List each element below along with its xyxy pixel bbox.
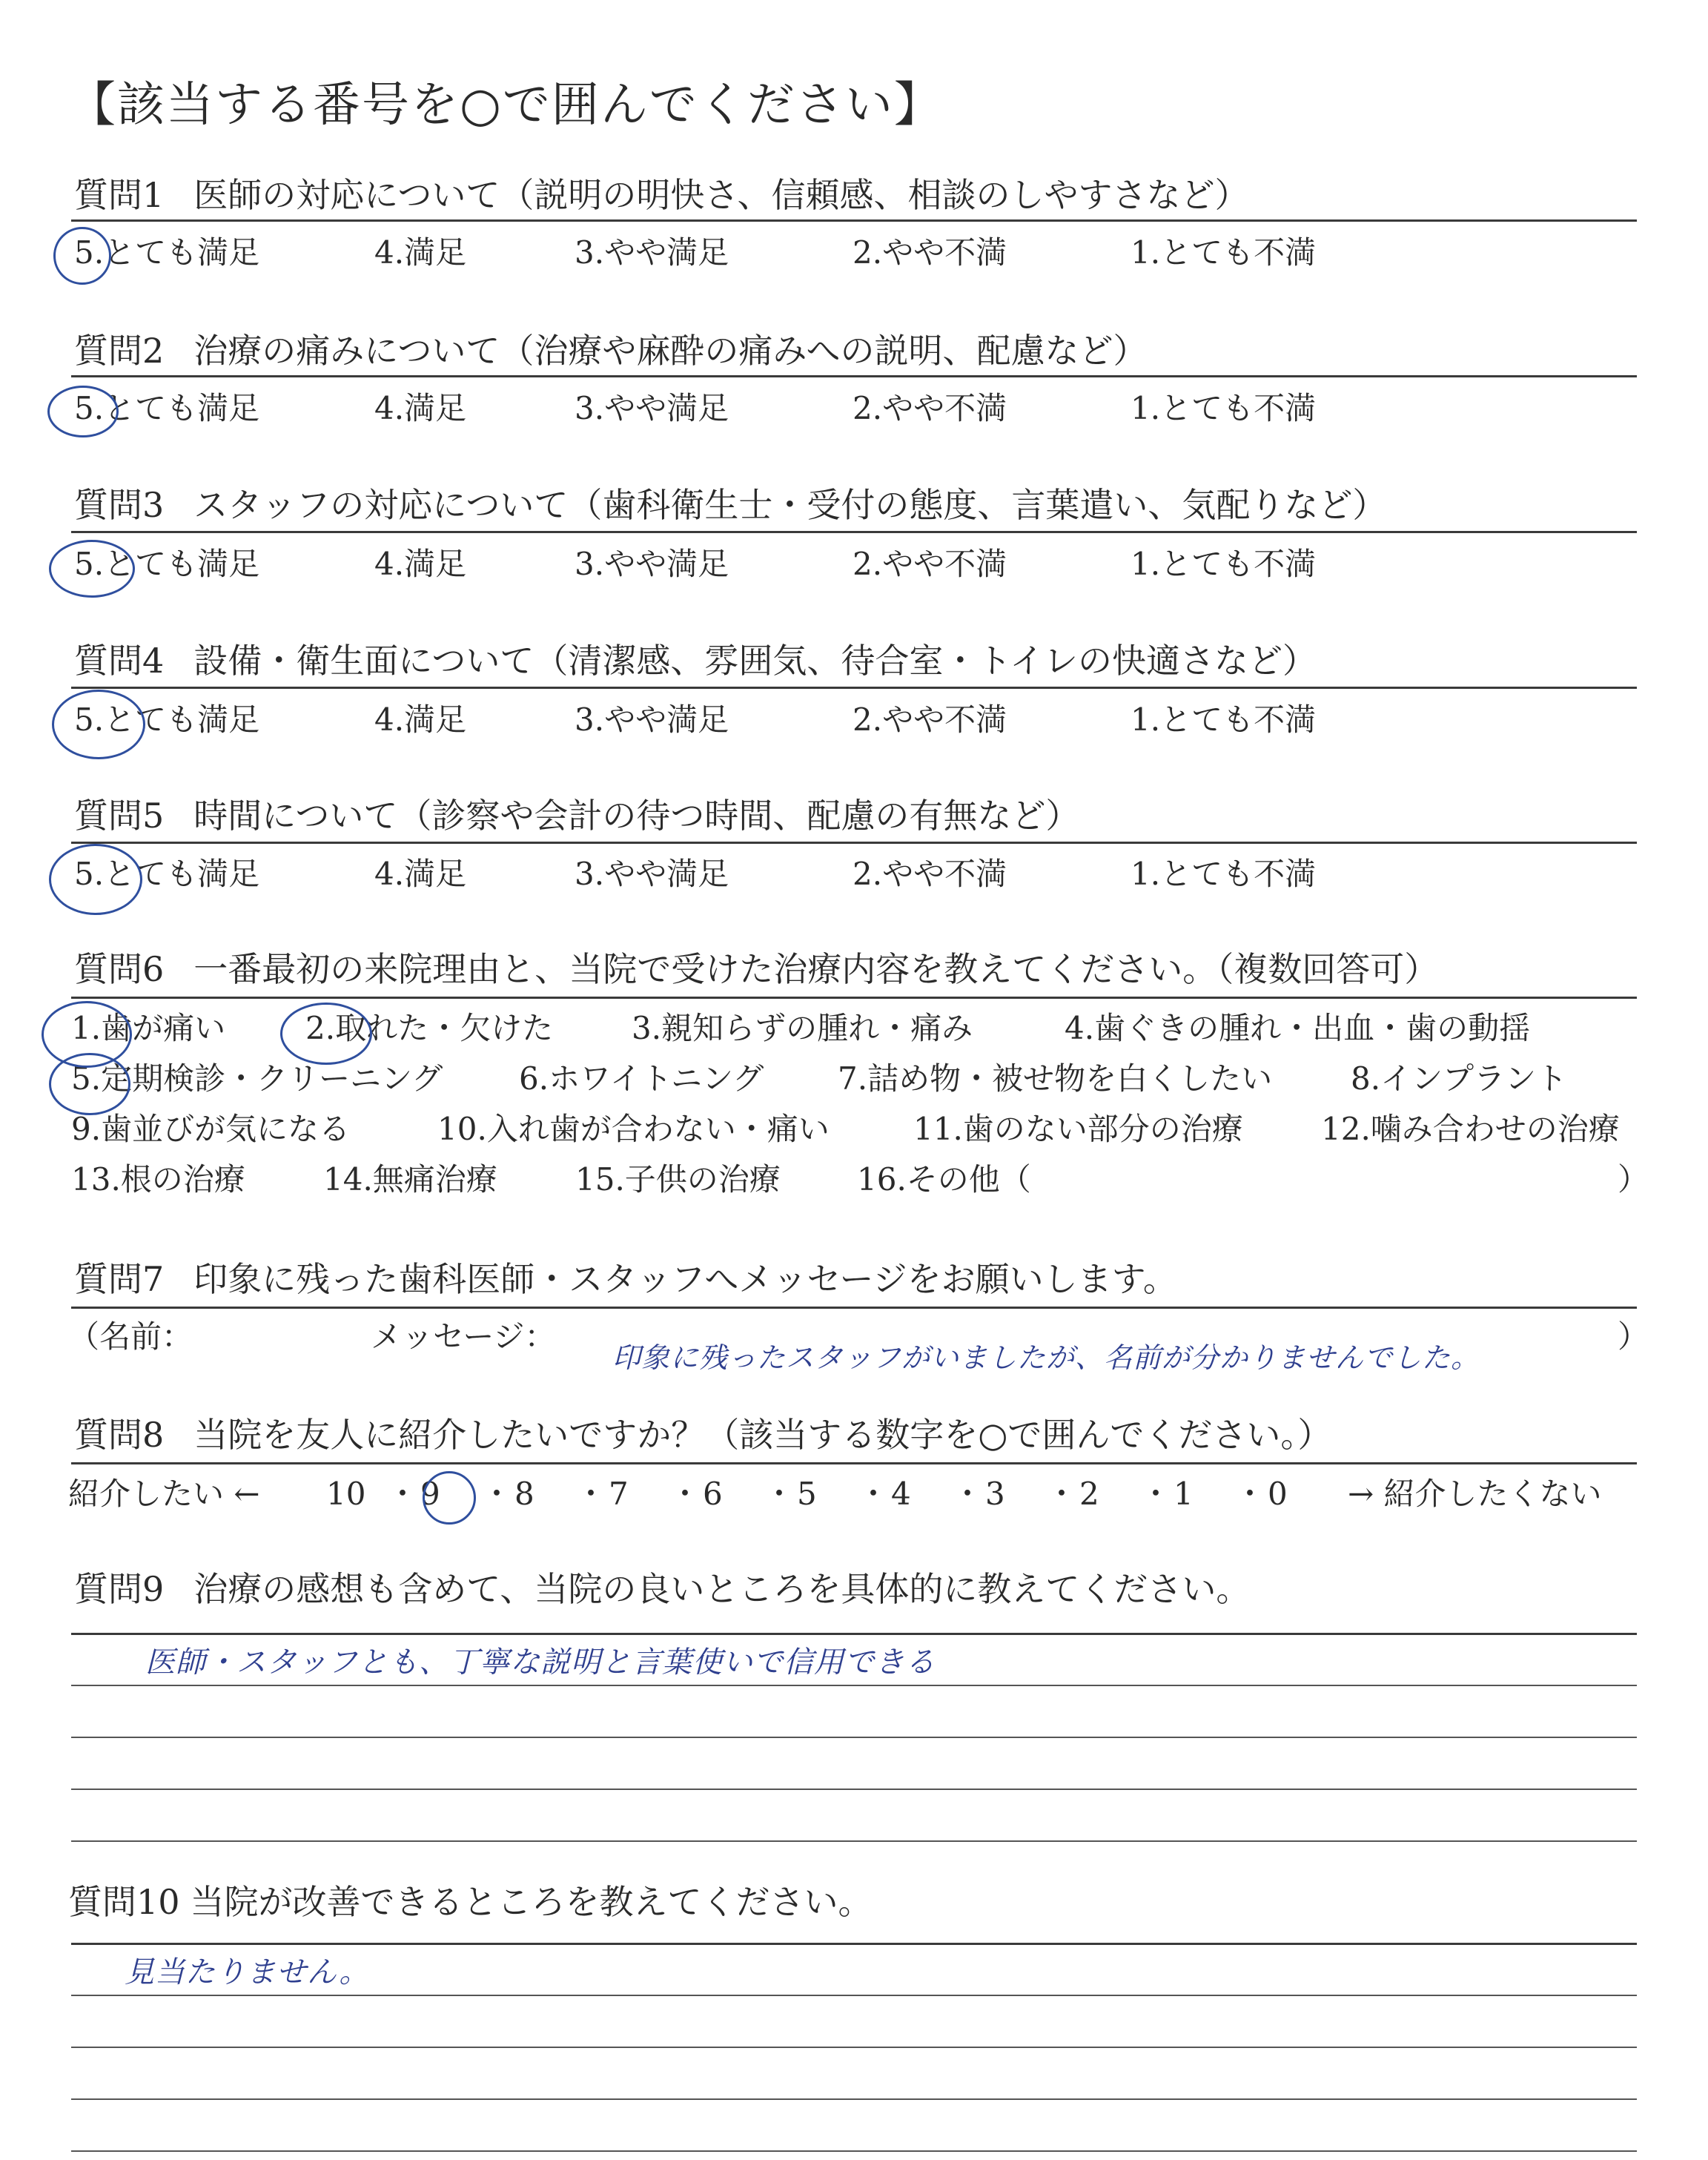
question-10-number: 質問10	[68, 1882, 180, 1922]
q9-line-4	[71, 1789, 1637, 1790]
q8-scale-value-2[interactable]: 2	[1079, 1476, 1099, 1512]
question-2-text: 治療の痛みについて（治療や麻酔の痛みへの説明、配慮など）	[193, 331, 1148, 371]
q9-line-1	[71, 1633, 1637, 1635]
q8-scale-value-5[interactable]: 5	[797, 1476, 817, 1512]
q3-option-4[interactable]: 4.満足	[374, 546, 467, 582]
q8-scale-value-0[interactable]: 0	[1268, 1476, 1288, 1512]
q6-option-14[interactable]: 14.無痛治療	[323, 1161, 497, 1198]
question-3-rule	[71, 531, 1637, 533]
q2-option-4[interactable]: 4.満足	[374, 390, 467, 426]
question-6-text: 一番最初の来院理由と、当院で受けた治療内容を教えてください。（複数回答可）	[193, 949, 1439, 989]
question-10-text: 当院が改善できるところを教えてください。	[190, 1882, 873, 1922]
q7-message-label: メッセージ：	[371, 1318, 556, 1355]
q2-option-3[interactable]: 3.やや満足	[575, 390, 729, 426]
q6-option-8[interactable]: 8.インプラント	[1351, 1060, 1568, 1097]
question-9-header	[74, 1571, 1631, 1608]
question-5-number: 質問5	[74, 796, 165, 836]
question-1-text: 医師の対応について（説明の明快さ、信頼感、相談のしやすさなど）	[193, 175, 1249, 215]
q6-option-9[interactable]: 9.歯並びが気になる	[71, 1111, 351, 1147]
q6-option-11[interactable]: 11.歯のない部分の治療	[913, 1111, 1243, 1147]
q10-answer-handwritten: 見当たりません。	[125, 1955, 370, 1989]
question-1-number: 質問1	[74, 175, 165, 215]
q4-option-4[interactable]: 4.満足	[374, 701, 467, 738]
question-2-header	[74, 332, 1631, 370]
question-4-header	[74, 642, 1631, 680]
question-9-number: 質問9	[74, 1569, 165, 1609]
q3-option-1[interactable]: 1.とても不満	[1131, 546, 1317, 582]
q10-line-2	[71, 1995, 1637, 1996]
q1-option-4[interactable]: 4.満足	[374, 234, 467, 271]
q1-option-1[interactable]: 1.とても不満	[1131, 234, 1317, 271]
q8-scale-separator: ・	[387, 1476, 419, 1512]
question-6-number: 質問6	[74, 949, 165, 989]
q6-option-13[interactable]: 13.根の治療	[71, 1161, 245, 1198]
q8-scale-separator: ・	[575, 1476, 607, 1512]
q4-option-2[interactable]: 2.やや不満	[853, 701, 1007, 738]
question-5-text: 時間について（診察や会計の待つ時間、配慮の有無など）	[193, 796, 1080, 836]
question-4-text: 設備・衛生面について（清潔感、雰囲気、待合室・トイレの快適さなど）	[193, 641, 1317, 681]
q6-option-2[interactable]: 2.取れた・欠けた	[305, 1010, 554, 1046]
question-5-header	[74, 797, 1631, 835]
q8-scale-separator: ・	[1234, 1476, 1266, 1512]
q5-option-4[interactable]: 4.満足	[374, 856, 467, 892]
question-9-text: 治療の感想も含めて、当院の良いところを具体的に教えてください。	[193, 1569, 1251, 1609]
question-7-rule	[71, 1307, 1637, 1309]
question-7-number: 質問7	[74, 1259, 165, 1299]
question-5-rule	[71, 842, 1637, 844]
question-3-header	[74, 486, 1631, 524]
q9-line-3	[71, 1737, 1637, 1738]
q2-option-2[interactable]: 2.やや不満	[853, 390, 1007, 426]
q8-scale-separator: ・	[1140, 1476, 1172, 1512]
q6-option-6[interactable]: 6.ホワイトニング	[519, 1060, 764, 1097]
q8-scale-separator: ・	[669, 1476, 701, 1512]
question-7-text: 印象に残った歯科医師・スタッフへメッセージをお願いします。	[193, 1259, 1177, 1299]
question-1-header	[74, 176, 1631, 214]
q7-close-paren: ）	[1618, 1318, 1649, 1355]
q9-line-5	[71, 1840, 1637, 1842]
q6-option-5[interactable]: 5.定期検診・クリーニング	[71, 1060, 443, 1097]
q4-option-3[interactable]: 3.やや満足	[575, 701, 729, 738]
q10-line-4	[71, 2098, 1637, 2100]
q8-scale-value-9[interactable]: 9	[420, 1476, 440, 1512]
q1-option-2[interactable]: 2.やや不満	[853, 234, 1007, 271]
q3-option-2[interactable]: 2.やや不満	[853, 546, 1007, 582]
q6-option-7[interactable]: 7.詰め物・被せ物を白くしたい	[838, 1060, 1273, 1097]
q3-option-3[interactable]: 3.やや満足	[575, 546, 729, 582]
question-4-rule	[71, 687, 1637, 689]
q8-scale-separator: ・	[952, 1476, 984, 1512]
q5-option-2[interactable]: 2.やや不満	[853, 856, 1007, 892]
q10-line-5	[71, 2150, 1637, 2152]
q7-name-label: （名前：	[68, 1318, 193, 1355]
q8-scale-separator: ・	[1046, 1476, 1078, 1512]
q6-other-close: ）	[1618, 1161, 1649, 1198]
q7-message-handwritten: 印象に残ったスタッフがいましたが、名前が分かりませんでした。	[612, 1341, 1480, 1374]
q4-option-1[interactable]: 1.とても不満	[1131, 701, 1317, 738]
q6-option-10[interactable]: 10.入れ歯が合わない・痛い	[437, 1111, 830, 1147]
q8-scale-value-4[interactable]: 4	[891, 1476, 911, 1512]
question-2-rule	[71, 375, 1637, 377]
q8-right-label: → 紹介したくない	[1348, 1476, 1602, 1512]
question-8-header	[74, 1416, 1631, 1454]
q4-option-5[interactable]: 5.とても満足	[74, 701, 260, 738]
q2-option-1[interactable]: 1.とても不満	[1131, 390, 1317, 426]
q6-option-3[interactable]: 3.親知らずの腫れ・痛み	[632, 1010, 973, 1046]
q5-option-1[interactable]: 1.とても不満	[1131, 856, 1317, 892]
q8-scale-value-6[interactable]: 6	[703, 1476, 723, 1512]
q6-option-16[interactable]: 16.その他（	[857, 1161, 1031, 1198]
question-10-header	[68, 1883, 1625, 1921]
question-1-rule	[71, 219, 1637, 222]
q8-left-label: 紹介したい ←	[68, 1476, 260, 1512]
q10-line-3	[71, 2047, 1637, 2048]
q2-option-5[interactable]: 5.とても満足	[74, 390, 260, 426]
question-8-number: 質問8	[74, 1415, 165, 1455]
q8-scale-value-7[interactable]: 7	[609, 1476, 629, 1512]
q8-scale-value-8[interactable]: 8	[514, 1476, 534, 1512]
question-8-text: 当院を友人に紹介したいですか？（該当する数字を○で囲んでください。）	[193, 1415, 1332, 1455]
q8-scale-separator: ・	[858, 1476, 890, 1512]
q5-option-5[interactable]: 5.とても満足	[74, 856, 260, 892]
q6-option-12[interactable]: 12.噛み合わせの治療	[1321, 1111, 1620, 1147]
question-3-text: スタッフの対応について（歯科衛生士・受付の態度、言葉遣い、気配りなど）	[193, 485, 1387, 525]
q9-answer-handwritten: 医師・スタッフとも、丁寧な説明と言葉使いで信用できる	[145, 1645, 936, 1680]
q6-option-1[interactable]: 1.歯が痛い	[71, 1010, 226, 1046]
q5-option-3[interactable]: 3.やや満足	[575, 856, 729, 892]
question-7-header	[74, 1261, 1631, 1298]
q8-scale-value-1[interactable]: 1	[1174, 1476, 1194, 1512]
q6-option-15[interactable]: 15.子供の治療	[575, 1161, 781, 1198]
q8-scale-separator: ・	[481, 1476, 513, 1512]
q10-line-1	[71, 1943, 1637, 1945]
question-3-number: 質問3	[74, 485, 165, 525]
page-title: 【該当する番号を○で囲んでください】	[68, 78, 943, 133]
q3-option-5[interactable]: 5.とても満足	[74, 546, 260, 582]
question-8-rule	[71, 1462, 1637, 1464]
q6-option-4[interactable]: 4.歯ぐきの腫れ・出血・歯の動揺	[1065, 1010, 1531, 1046]
q8-scale-separator: ・	[764, 1476, 795, 1512]
q9-line-2	[71, 1685, 1637, 1686]
question-6-rule	[71, 997, 1637, 999]
question-2-number: 質問2	[74, 331, 165, 371]
q8-scale-value-3[interactable]: 3	[985, 1476, 1005, 1512]
q1-option-5[interactable]: 5.とても満足	[74, 234, 260, 271]
question-6-header	[74, 951, 1631, 988]
q8-scale-value-10[interactable]: 10	[326, 1476, 366, 1512]
q1-option-3[interactable]: 3.やや満足	[575, 234, 729, 271]
question-4-number: 質問4	[74, 641, 165, 681]
